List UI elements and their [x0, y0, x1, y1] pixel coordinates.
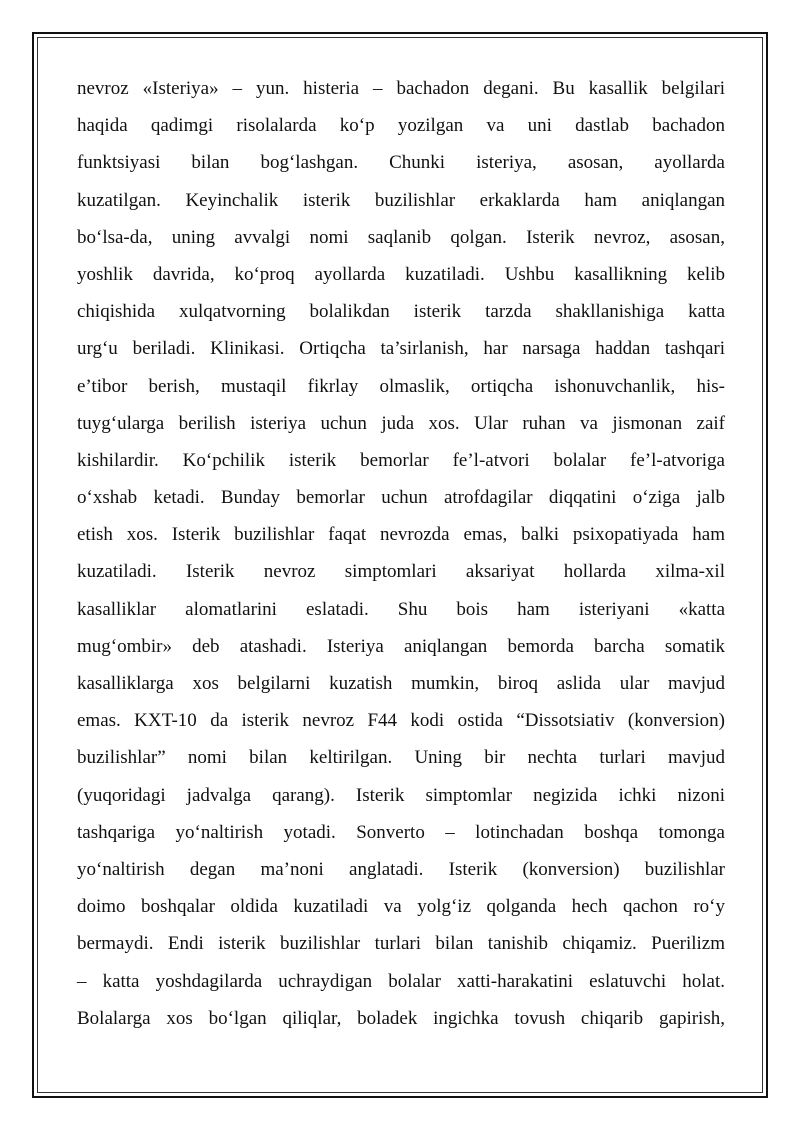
text-line: emas. KXT-10 da isterik nevroz F44 kodi ostida “Dissotsiativ (konversion): [77, 710, 725, 732]
text-line: o‘xshab ketadi. Bunday bemorlar uchun atrofdagilar diqqatini o‘ziga jalb: [77, 487, 725, 509]
text-line: kuzatilgan. Keyinchalik isterik buzilishlar erkaklarda ham aniqlangan: [77, 189, 725, 211]
text-line: e’tibor berish, mustaqil fikrlay olmaslik, ortiqcha ishonuvchanlik, his-: [77, 375, 725, 397]
text-line: kuzatiladi. Isterik nevroz simptomlari aksariyat hollarda xilma-xil: [77, 561, 725, 583]
text-line: doimo boshqalar oldida kuzatiladi va yolg‘iz qolganda hech qachon ro‘y: [77, 896, 725, 918]
text-line: bo‘lsa-da, uning avvalgi nomi saqlanib qolgan. Isterik nevroz, asosan,: [77, 226, 725, 248]
text-line: haqida qadimgi risolalarda ko‘p yozilgan va uni dastlab bachadon: [77, 115, 725, 137]
text-line: Bolalarga xos bo‘lgan qiliqlar, boladek ingichka tovush chiqarib gapirish,: [77, 1007, 725, 1029]
text-line: (yuqoridagi jadvalga qarang). Isterik simptomlar negizida ichki nizoni: [77, 784, 725, 806]
text-line: bermaydi. Endi isterik buzilishlar turlari bilan tanishib chiqamiz. Puerilizm: [77, 933, 725, 955]
text-line: urg‘u beriladi. Klinikasi. Ortiqcha ta’sirlanish, har narsaga haddan tashqari: [77, 338, 725, 360]
body-text: [77, 70, 725, 1037]
text-line: mug‘ombir» deb atashadi. Isteriya aniqlangan bemorda barcha somatik: [77, 635, 725, 657]
text-line: chiqishida xulqatvorning bolalikdan isterik tarzda shakllanishiga katta: [77, 301, 725, 323]
text-line: tashqariga yo‘naltirish yotadi. Sonverto – lotinchadan boshqa tomonga: [77, 821, 725, 843]
text-line: funktsiyasi bilan bog‘lashgan. Chunki isteriya, asosan, ayollarda: [77, 152, 725, 174]
text-line: kasalliklar alomatlarini eslatadi. Shu bois ham isteriyani «katta: [77, 598, 725, 620]
text-line: yo‘naltirish degan ma’noni anglatadi. Isterik (konversion) buzilishlar: [77, 858, 725, 880]
text-line: – katta yoshdagilarda uchraydigan bolalar xatti-harakatini eslatuvchi holat.: [77, 970, 725, 992]
text-line: kishilardir. Ko‘pchilik isterik bemorlar fe’l-atvori bolalar fe’l-atvoriga: [77, 449, 725, 471]
text-line: etish xos. Isterik buzilishlar faqat nevrozda emas, balki psixopatiyada ham: [77, 524, 725, 546]
text-line: yoshlik davrida, ko‘proq ayollarda kuzatiladi. Ushbu kasallikning kelib: [77, 263, 725, 285]
text-line: tuyg‘ularga berilish isteriya uchun juda xos. Ular ruhan va jismonan zaif: [77, 412, 725, 434]
text-line: kasalliklarga xos belgilarni kuzatish mumkin, biroq aslida ular mavjud: [77, 673, 725, 694]
text-line: nevroz «Isteriya» – yun. histeria – bachadon degani. Bu kasallik belgilari: [77, 78, 725, 99]
text-line: buzilishlar” nomi bilan keltirilgan. Uning bir nechta turlari mavjud: [77, 747, 725, 769]
